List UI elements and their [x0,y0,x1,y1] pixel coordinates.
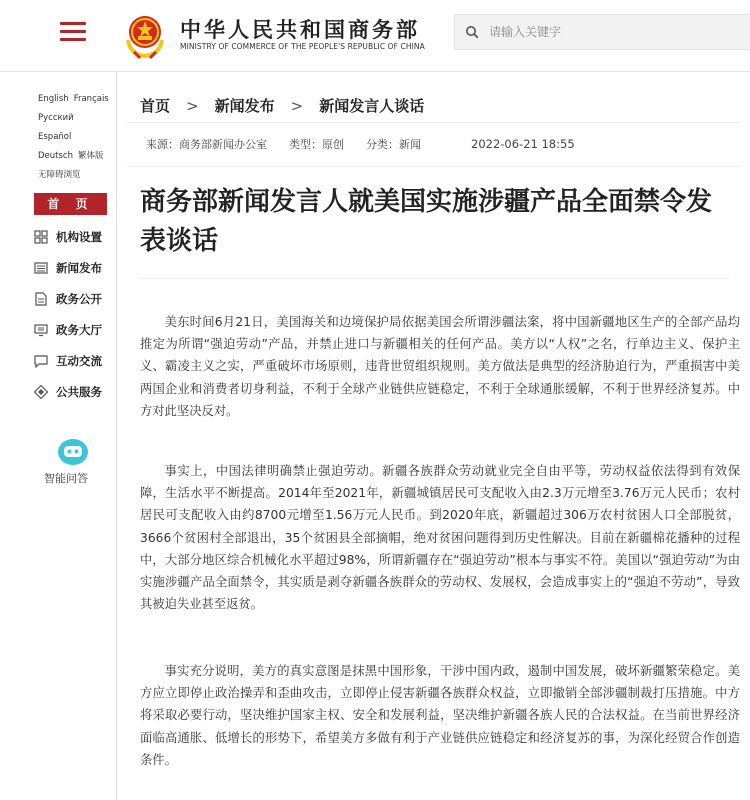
sidebar-item-open-government[interactable] [34,290,114,310]
monitor-icon [34,323,48,337]
lang-french[interactable]: Français [73,94,109,104]
home-button[interactable]: 首 页 [34,193,107,215]
meta-source: 来源：商务部新闻办公室 [146,138,267,151]
language-links [38,90,114,185]
meta-type: 类型：原创 [289,138,344,151]
lang-traditional-chinese[interactable]: 繁体版 [77,151,104,161]
article-meta [146,136,597,152]
sidebar-item-label: 公共服务 [56,385,102,399]
news-icon [34,261,48,275]
divider [140,278,730,279]
site-title-cn[interactable]: 中华人民共和国商务部 [180,18,420,42]
site-title-en: MINISTRY OF COMMERCE OF THE PEOPLE'S REPUBLIC OF CHINA [180,42,425,51]
sidebar-item-org[interactable] [34,228,114,248]
breadcrumb [140,95,424,116]
meta-category: 分类：新闻 [366,138,421,151]
lang-russian[interactable]: Русский [38,113,74,123]
menu-icon[interactable] [60,22,86,42]
chat-icon [34,354,48,368]
sidebar-item-label: 互动交流 [56,354,102,368]
assistant-label[interactable]: 智能问答 [44,472,88,485]
breadcrumb-spokesperson[interactable]: 新闻发言人谈话 [319,97,425,115]
search-box [454,14,750,50]
sidebar-item-service-hall[interactable] [34,321,114,341]
lang-german[interactable]: Deutsch [38,151,73,161]
article-paragraph: 美东时间6月21日，美国海关和边境保护局依据美国会所谓涉疆法案，将中国新疆地区生产的全部产品均推定为所谓“强迫劳动”产品，并禁止进口与新疆相关的任何产品。美方以“人权”之名，行单边主义、保护主义、霸凌主义之实，严重破坏市场原则，违背世贸组织规则。美方做法是典型的经济胁迫行为，严重损害中美两国企业和消费者切身利益，不利于全球产业链供应链稳定，不利于全球通胀缓解，不利于世界经济复苏。中方对此坚决反对。 [140,315,740,418]
chevron-right-icon: > [290,97,304,115]
article-paragraph: 事实充分说明，美方的真实意图是抹黑中国形象，干涉中国内政，遏制中国发展，破坏新疆繁荣稳定。美方应立即停止政治操弄和歪曲攻击，立即停止侵害新疆各族群众权益，立即撤销全部涉疆制裁打压措施。中方将采取必要行动，坚决维护国家主权、安全和发展利益，坚决维护新疆各族人民的合法权益。在当前世界经济面临高通胀、低增长的形势下，希望美方多做有利于产业链供应链稳定和经济复苏的事，为深化经贸合作创造条件。 [140,664,740,767]
breadcrumb-home[interactable]: 首页 [140,97,171,115]
lang-spanish[interactable]: Español [38,132,72,142]
sidebar-item-label: 机构设置 [56,230,102,244]
sidebar [0,72,117,800]
site-header [0,0,750,72]
sidebar-item-label: 政务公开 [56,292,102,306]
lang-english[interactable]: English [38,94,69,104]
article-title: 商务部新闻发言人就美国实施涉疆产品全面禁令发表谈话 [140,187,713,256]
sidebar-item-public-service[interactable] [34,383,114,403]
search-icon[interactable] [465,25,479,39]
sidebar-item-news[interactable] [34,259,114,279]
divider [127,122,740,123]
breadcrumb-news[interactable]: 新闻发布 [214,97,275,115]
search-input[interactable] [485,15,745,49]
org-grid-icon [34,230,48,244]
national-emblem-icon[interactable] [120,10,170,60]
article-paragraph: 事实上，中国法律明确禁止强迫劳动。新疆各族群众劳动就业完全自由平等，劳动权益依法得到有效保障，生活水平不断提高。2014年至2021年，新疆城镇居民可支配收入由2.3万元增至3.76万元人民币；农村居民可支配收入由约8700元增至1.56万元人民币。到2020年底，新疆超过306万农村贫困人口全部脱贫，3666个贫困村全部退出，35个贫困县全部摘帽，绝对贫困问题得到历史性解决。目前在新疆棉花播种的过程中，大部分地区综合机械化水平超过98%，所谓新疆存在“强迫劳动”根本与事实不符。美国以“强迫劳动”为由实施涉疆产品全面禁令，其实质是剥夺新疆各族群众的劳动权、发展权，会造成事实上的“强迫不劳动”，导致其被迫失业甚至返贫。 [140,464,740,612]
chevron-right-icon: > [186,97,199,115]
divider [127,166,740,167]
sidebar-item-label: 政务大厅 [56,323,102,337]
service-icon [34,385,48,399]
sidebar-item-label: 新闻发布 [56,261,102,275]
robot-assistant-icon[interactable] [57,436,89,468]
meta-date: 2022-06-21 18:55 [471,137,575,151]
sidebar-item-interaction[interactable] [34,352,114,372]
accessibility-link[interactable]: 无障碍浏览 [38,170,81,180]
document-icon [34,292,48,306]
